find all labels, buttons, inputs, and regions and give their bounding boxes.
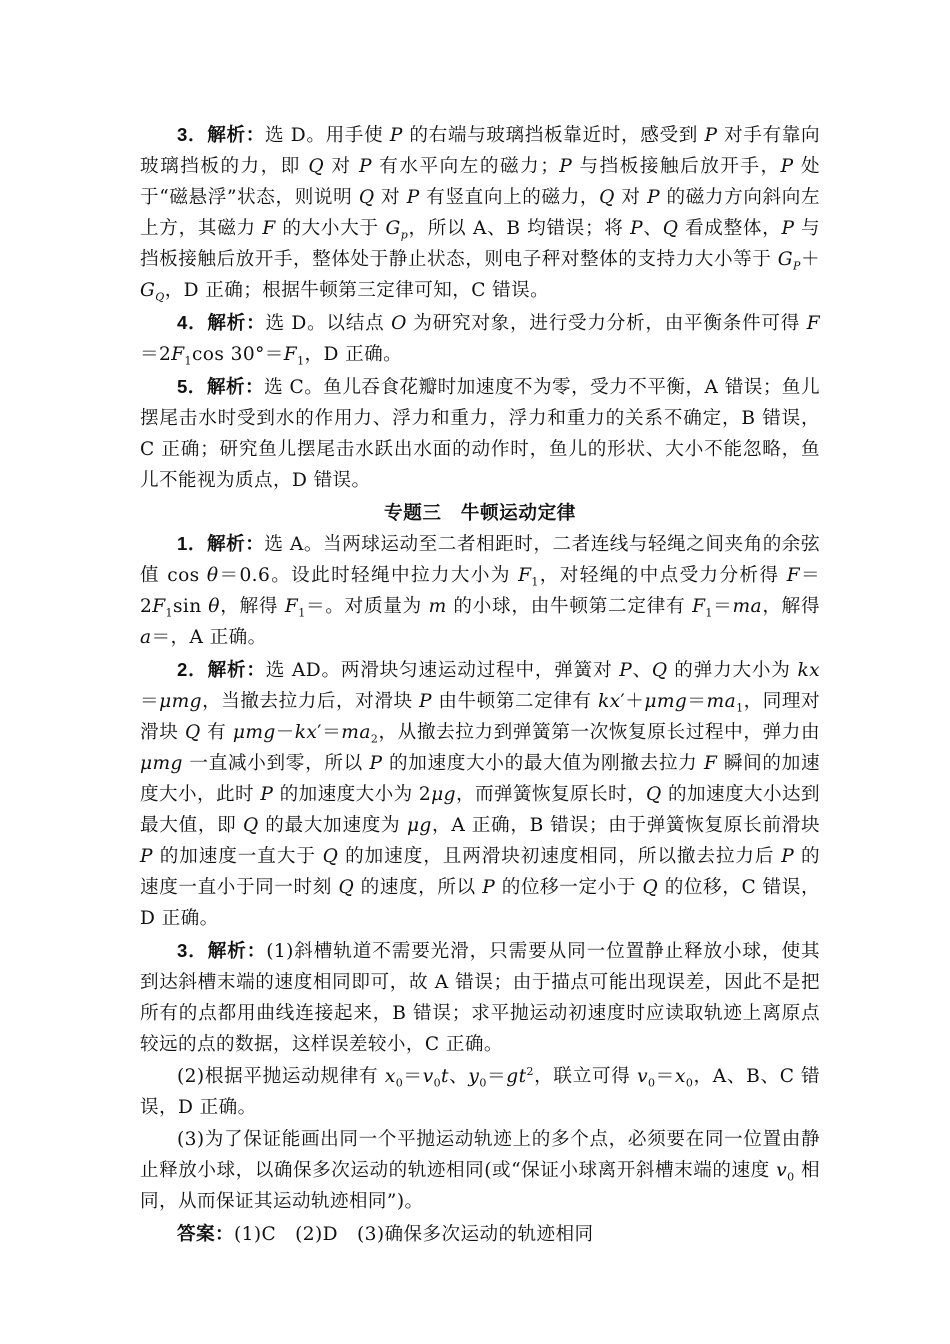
paragraph-q4: 4．解析：选 D。以结点 O 为研究对象，进行受力分析，由平衡条件可得 $F=2F_1\cos$ $30^\circ=F_1$，D 正确。 (140, 312, 821, 368)
section-title: 专题三 牛顿运动定律 (384, 502, 576, 523)
paragraph-s3-3: (3)为了保证能画出同一个平抛运动轨迹上的多个点，必须要在同一位置由静止释放小球，以确保多次运动的轨迹相同(或“保证小球离开斜槽末端的速度 $v_0$ 相同，从而保证其运动轨迹相同”)。 (140, 1129, 820, 1212)
paragraph-q5: 5．解析：选 C。鱼儿吞食花瓣时加速度不为零，受力不平衡，A 错误；鱼儿摆尾击水时受到水的作用力、浮力和重力，浮力和重力的关系不确定，B 错误，C 正确；研究鱼儿摆尾击水跃出水面的动作时，鱼儿的形状、大小不能忽略，鱼儿不能视为质点，D 错误。 (140, 376, 820, 491)
paragraph-s3-2: (2)根据平抛运动规律有 $x_0=v_0t$、$y_0=gt^2$，联立可得 $v_0=x_0$，A、B、C 错误，D 正确。 (140, 1064, 820, 1118)
paragraph-s2: 2．解析：选 AD。两滑块匀速运动过程中，弹簧对 P、Q 的弹力大小为 kx＝μmg，当撤去拉力后，对滑块 P 由牛顿第二定律有 $kx'+\mu mg=ma_1$，同理对滑块 Q 有 $\mu mg-kx'=ma_2$，从撤去拉力到弹簧第一次恢复原长过程中，弹力由 μmg 一直减小到零，所以 P 的加速度大小的最大值为刚撤去拉力 F 瞬间的加速度大小，此时 P 的加速度大小为 2μg，而弹簧恢复原长时，Q 的加速度大小达到最大值，即 Q 的最大加速度为 μg，A 正确，B 错误；由于弹簧恢复原长前滑块 P 的加速度一直大于 Q 的加速度，且两滑块初速度相同，所以撤去拉力后 P 的速度一直小于同一时刻 Q 的速度，所以 P 的位移一定小于 Q 的位移，C 错误，D 正确。 (140, 659, 821, 929)
answer-text: (1)C (2)D (3)确保多次运动的轨迹相同 (233, 1224, 594, 1245)
document-page (140, 119, 820, 1251)
paragraph-answer: 答案：(1)C (2)D (3)确保多次运动的轨迹相同 (177, 1223, 594, 1245)
paragraph-s1: 1．解析：选 A。当两球运动至二者相距时，二者连线与轻绳之间夹角的余弦值 cos θ＝0.6。设此时轻绳中拉力大小为 $F_1$，对轻绳的中点受力分析得 $F=2F_1\sin$ θ，解得 $F_1=$。对质量为 m 的小球，由牛顿第二定律有 $F_1=ma$，解得 a＝，A 正确。 (140, 533, 821, 648)
paragraph-s3-1: 3．解析：(1)斜槽轨道不需要光滑，只需要从同一位置静止释放小球，使其到达斜槽末端的速度相同即可，故 A 错误；由于描点可能出现误差，因此不是把所有的点都用曲线连接起来，B 错误；求平抛运动初速度时应读取轨迹上离原点较远的点的数据，这样误差较小，C 正确。 (140, 940, 820, 1055)
paragraph-q3: 3．解析：选 D。用手使 P 的右端与玻璃挡板靠近时，感受到 P 对手有靠向玻璃挡板的力，即 Q 对 P 有水平向左的磁力；P 与挡板接触后放开手，P 处于“磁悬浮”状态，则说明 Q 对 P 有竖直向上的磁力，Q 对 P 的磁力方向斜向左上方，其磁力 F 的大小大于 $G_p$，所以 A、B 均错误；将 P、Q 看成整体，P 与挡板接触后放开手，整体处于静止状态，则电子秤对整体的支持力大小等于 $G_P+G_Q$，D 正确；根据牛顿第三定律可知，C 错误。 (140, 124, 820, 304)
